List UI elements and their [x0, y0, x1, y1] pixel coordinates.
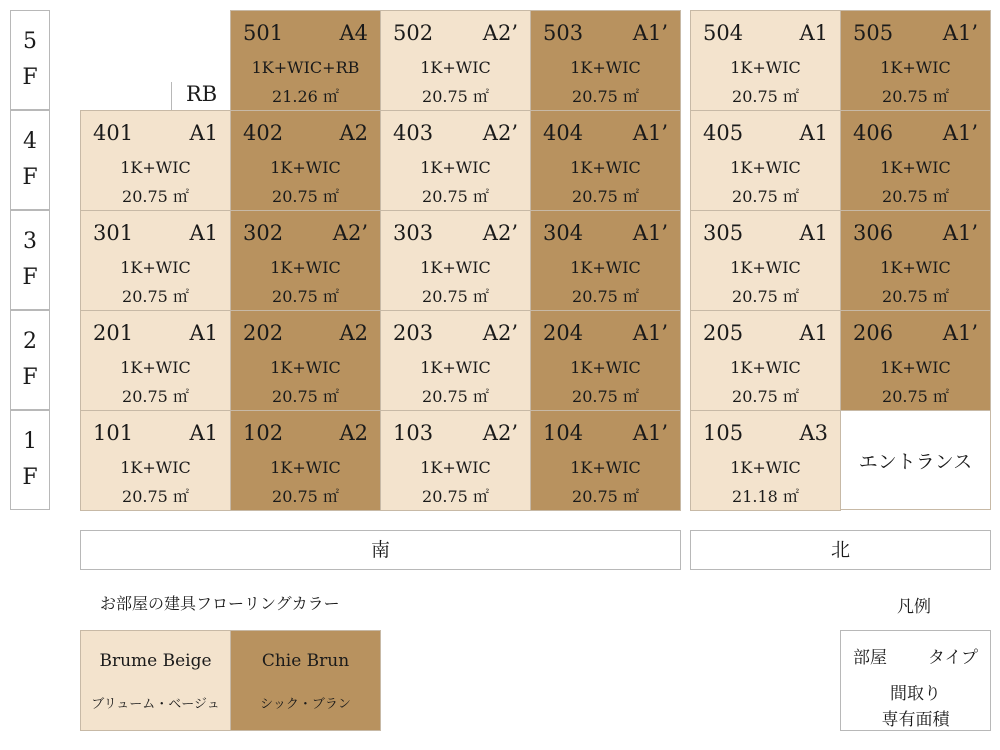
room-number: 502: [393, 21, 434, 45]
room-number: 303: [393, 221, 434, 245]
room-number: 203: [393, 321, 434, 345]
room-cell-403: [380, 110, 531, 211]
room-number: 501: [243, 21, 284, 45]
room-area: 20.75 ㎡: [882, 87, 949, 106]
room-area: 20.75 ㎡: [272, 487, 339, 506]
room-type: A2’: [482, 121, 518, 145]
room-layout: 1K+WIC: [420, 458, 491, 477]
legend-box: [840, 630, 991, 731]
legend-room: 部屋: [853, 648, 887, 668]
room-number: 505: [853, 21, 894, 45]
room-layout: 1K+WIC: [120, 358, 191, 377]
room-cell-101: [80, 410, 231, 511]
room-type: A1’: [942, 321, 978, 345]
room-cell-406: [840, 110, 991, 211]
room-cell-303: [380, 210, 531, 311]
room-number: 204: [543, 321, 584, 345]
room-cell-504: [690, 10, 841, 111]
room-area: 20.75 ㎡: [422, 87, 489, 106]
room-number: 205: [703, 321, 744, 345]
room-layout: 1K+WIC+RB: [251, 58, 360, 77]
legend-area: 専有面積: [881, 710, 950, 730]
room-layout: 1K+WIC: [730, 458, 801, 477]
room-type: A1’: [632, 421, 668, 445]
room-layout: 1K+WIC: [730, 158, 801, 177]
swatch-beige-name: Brume Beige: [99, 651, 212, 671]
room-layout: 1K+WIC: [570, 358, 641, 377]
room-layout: 1K+WIC: [880, 358, 951, 377]
room-type: A2: [339, 321, 368, 345]
room-cell-202: [230, 310, 381, 411]
rb-label: RB: [186, 82, 218, 106]
room-cell-201: [80, 310, 231, 411]
room-number: 101: [93, 421, 134, 445]
room-type: A2’: [332, 221, 368, 245]
room-area: 20.75 ㎡: [422, 187, 489, 206]
room-area: 20.75 ㎡: [572, 87, 639, 106]
room-type: A1: [189, 421, 218, 445]
room-cell-401: [80, 110, 231, 211]
room-layout: 1K+WIC: [270, 258, 341, 277]
room-area: 20.75 ㎡: [272, 287, 339, 306]
room-area: 20.75 ㎡: [122, 387, 189, 406]
room-area: 20.75 ㎡: [882, 287, 949, 306]
room-layout: 1K+WIC: [570, 58, 641, 77]
room-number: 304: [543, 221, 584, 245]
room-layout: 1K+WIC: [570, 458, 641, 477]
room-area: 20.75 ㎡: [882, 187, 949, 206]
room-cell-301: [80, 210, 231, 311]
room-area: 20.75 ㎡: [122, 487, 189, 506]
room-area: 20.75 ㎡: [732, 87, 799, 106]
room-number: 301: [93, 221, 134, 245]
room-number: 105: [703, 421, 744, 445]
room-number: 302: [243, 221, 284, 245]
room-area: 20.75 ㎡: [422, 287, 489, 306]
rb-divider: [171, 82, 172, 110]
room-cell-203: [380, 310, 531, 411]
room-area: 20.75 ㎡: [122, 187, 189, 206]
room-layout: 1K+WIC: [880, 258, 951, 277]
room-type: A1: [799, 221, 828, 245]
room-type: A1’: [632, 21, 668, 45]
room-area: 20.75 ㎡: [572, 187, 639, 206]
room-number: 305: [703, 221, 744, 245]
room-cell-105: [690, 410, 841, 511]
room-cell-205: [690, 310, 841, 411]
room-type: A1: [189, 221, 218, 245]
legend-type: タイプ: [927, 648, 978, 668]
swatch-chie-brun: [230, 630, 381, 731]
room-type: A1: [799, 321, 828, 345]
floor-label-3: 3 F: [10, 210, 50, 310]
floor-label-1: 1 F: [10, 410, 50, 510]
room-layout: 1K+WIC: [570, 258, 641, 277]
room-layout: 1K+WIC: [880, 158, 951, 177]
room-cell-306: [840, 210, 991, 311]
room-number: 402: [243, 121, 284, 145]
room-layout: 1K+WIC: [420, 358, 491, 377]
room-area: 21.26 ㎡: [272, 87, 339, 106]
room-number: 202: [243, 321, 284, 345]
room-area: 20.75 ㎡: [732, 287, 799, 306]
room-area: 20.75 ㎡: [572, 387, 639, 406]
room-layout: 1K+WIC: [880, 58, 951, 77]
room-cell-305: [690, 210, 841, 311]
room-cell-206: [840, 310, 991, 411]
room-layout: 1K+WIC: [730, 258, 801, 277]
room-number: 404: [543, 121, 584, 145]
swatch-brume-beige: [80, 630, 231, 731]
room-area: 20.75 ㎡: [272, 187, 339, 206]
room-type: A4: [339, 21, 368, 45]
room-type: A2’: [482, 221, 518, 245]
room-layout: 1K+WIC: [730, 358, 801, 377]
room-area: 20.75 ㎡: [882, 387, 949, 406]
south-label: 南: [80, 530, 681, 570]
room-type: A2: [339, 421, 368, 445]
floor-label-4: 4 F: [10, 110, 50, 210]
room-number: 103: [393, 421, 434, 445]
room-cell-404: [530, 110, 681, 211]
room-cell-502: [380, 10, 531, 111]
room-number: 403: [393, 121, 434, 145]
room-cell-102: [230, 410, 381, 511]
room-type: A1: [189, 321, 218, 345]
room-number: 306: [853, 221, 894, 245]
room-layout: 1K+WIC: [120, 258, 191, 277]
room-layout: 1K+WIC: [570, 158, 641, 177]
room-cell-503: [530, 10, 681, 111]
room-number: 405: [703, 121, 744, 145]
room-cell-103: [380, 410, 531, 511]
room-type: A2’: [482, 21, 518, 45]
room-area: 20.75 ㎡: [572, 287, 639, 306]
legend-heading: 凡例: [897, 597, 931, 617]
room-layout: 1K+WIC: [120, 458, 191, 477]
room-type: A1’: [942, 21, 978, 45]
room-number: 201: [93, 321, 134, 345]
room-type: A1’: [942, 221, 978, 245]
room-number: 206: [853, 321, 894, 345]
floor-label-5: 5 F: [10, 10, 50, 110]
legend-layout: 間取り: [890, 684, 941, 704]
room-layout: 1K+WIC: [270, 458, 341, 477]
room-type: A2: [339, 121, 368, 145]
room-number: 406: [853, 121, 894, 145]
room-cell-104: [530, 410, 681, 511]
room-area: 20.75 ㎡: [732, 187, 799, 206]
room-type: A1’: [942, 121, 978, 145]
swatch-beige-kana: ブリューム・ベージュ: [91, 697, 220, 712]
entrance-cell: エントランス: [840, 410, 991, 510]
room-cell-302: [230, 210, 381, 311]
room-cell-304: [530, 210, 681, 311]
room-cell-402: [230, 110, 381, 211]
room-type: A1: [799, 21, 828, 45]
room-layout: 1K+WIC: [420, 58, 491, 77]
floor-label-2: 2 F: [10, 310, 50, 410]
room-number: 104: [543, 421, 584, 445]
color-heading: お部屋の建具フローリングカラー: [100, 594, 340, 613]
room-area: 20.75 ㎡: [572, 487, 639, 506]
swatch-brun-name: Chie Brun: [261, 651, 350, 671]
room-type: A1: [799, 121, 828, 145]
room-layout: 1K+WIC: [270, 358, 341, 377]
room-area: 20.75 ㎡: [422, 387, 489, 406]
room-area: 20.75 ㎡: [422, 487, 489, 506]
room-number: 401: [93, 121, 134, 145]
room-number: 102: [243, 421, 284, 445]
room-cell-501: [230, 10, 381, 111]
room-layout: 1K+WIC: [420, 258, 491, 277]
room-layout: 1K+WIC: [120, 158, 191, 177]
room-cell-505: [840, 10, 991, 111]
room-type: A2’: [482, 321, 518, 345]
room-number: 504: [703, 21, 744, 45]
room-type: A1’: [632, 121, 668, 145]
room-area: 21.18 ㎡: [732, 487, 799, 506]
room-layout: 1K+WIC: [270, 158, 341, 177]
room-type: A1: [189, 121, 218, 145]
room-type: A2’: [482, 421, 518, 445]
room-type: A1’: [632, 221, 668, 245]
room-cell-204: [530, 310, 681, 411]
room-area: 20.75 ㎡: [272, 387, 339, 406]
room-number: 503: [543, 21, 584, 45]
swatch-brun-kana: シック・ブラン: [260, 697, 351, 712]
room-layout: 1K+WIC: [730, 58, 801, 77]
room-cell-405: [690, 110, 841, 211]
room-area: 20.75 ㎡: [732, 387, 799, 406]
room-layout: 1K+WIC: [420, 158, 491, 177]
room-type: A3: [799, 421, 828, 445]
north-label: 北: [690, 530, 991, 570]
room-area: 20.75 ㎡: [122, 287, 189, 306]
room-type: A1’: [632, 321, 668, 345]
